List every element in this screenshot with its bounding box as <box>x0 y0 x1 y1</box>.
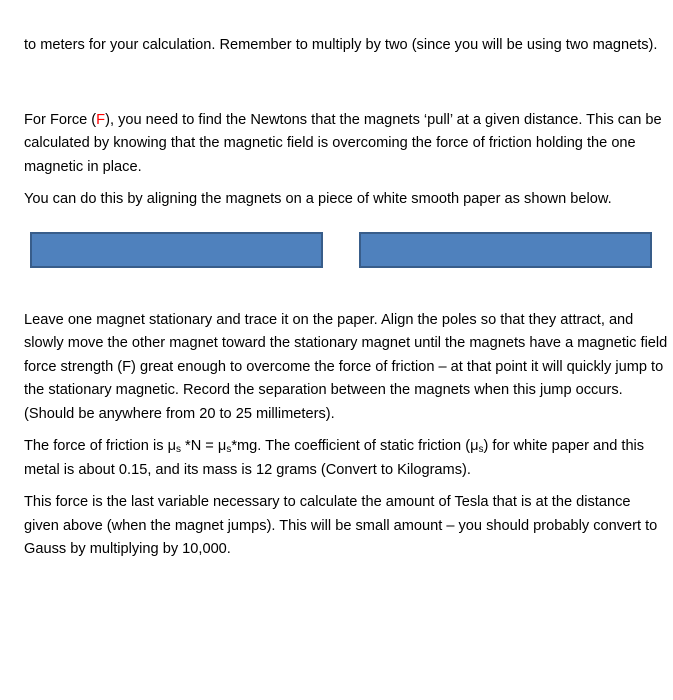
force-text-after: ), you need to find the Newtons that the magnets ‘pull’ at a given distance. This can be calculated by knowing that the magnetic field is overcoming the force of friction holding the one magnetic in place. <box>24 111 662 175</box>
paragraph-force-definition <box>24 109 668 180</box>
friction-text-1: The force of friction is <box>24 438 168 454</box>
mu-subscript-1: s <box>175 444 181 455</box>
friction-text-4: ) for white paper and this metal is about 0.15, and its mass is 12 grams (Convert to Kilograms). <box>24 438 645 478</box>
friction-text-3: *mg. The coefficient of static friction ( <box>231 438 471 454</box>
force-symbol-highlight: F <box>96 111 106 128</box>
mu-symbol-2: μ <box>217 438 227 454</box>
mu-symbol-3: μ <box>470 438 479 454</box>
paragraph-friction-formula <box>24 435 668 482</box>
paragraph-tesla-conversion: This force is the last variable necessary to calculate the amount of Tesla that is at the distance given above (when the magnet jumps). This will be small amount – you should probably convert to Gauss by multiplying by 10,000. <box>24 494 658 557</box>
magnets-figure <box>24 232 668 272</box>
paragraph-meters-conversion: to meters for your calculation. Remember to multiply by two (since you will be using two magnets). <box>24 37 658 53</box>
friction-text-2: *N = <box>180 438 218 454</box>
paragraph-procedure: Leave one magnet stationary and trace it on the paper. Align the poles so that they attract, and slowly move the other magnet toward the stationary magnet until the magnets have a magnetic field force strength (F) great enough to overcome the force of friction – at that point it will quickly jump to the stationary magnetic. Record the separation between the magnets when this jump occurs. (Should be anywhere from 20 to 25 millimeters). <box>24 311 668 422</box>
magnet-right <box>359 232 652 268</box>
mu-subscript-2: s <box>226 444 232 455</box>
force-text-before: For Force ( <box>24 111 97 128</box>
document-page <box>24 34 668 562</box>
paragraph-alignment-instruction: You can do this by aligning the magnets on a piece of white smooth paper as shown below. <box>24 191 612 207</box>
magnet-left <box>30 232 323 268</box>
mu-symbol-1: μ <box>167 438 176 454</box>
mu-subscript-3: s <box>478 444 484 455</box>
